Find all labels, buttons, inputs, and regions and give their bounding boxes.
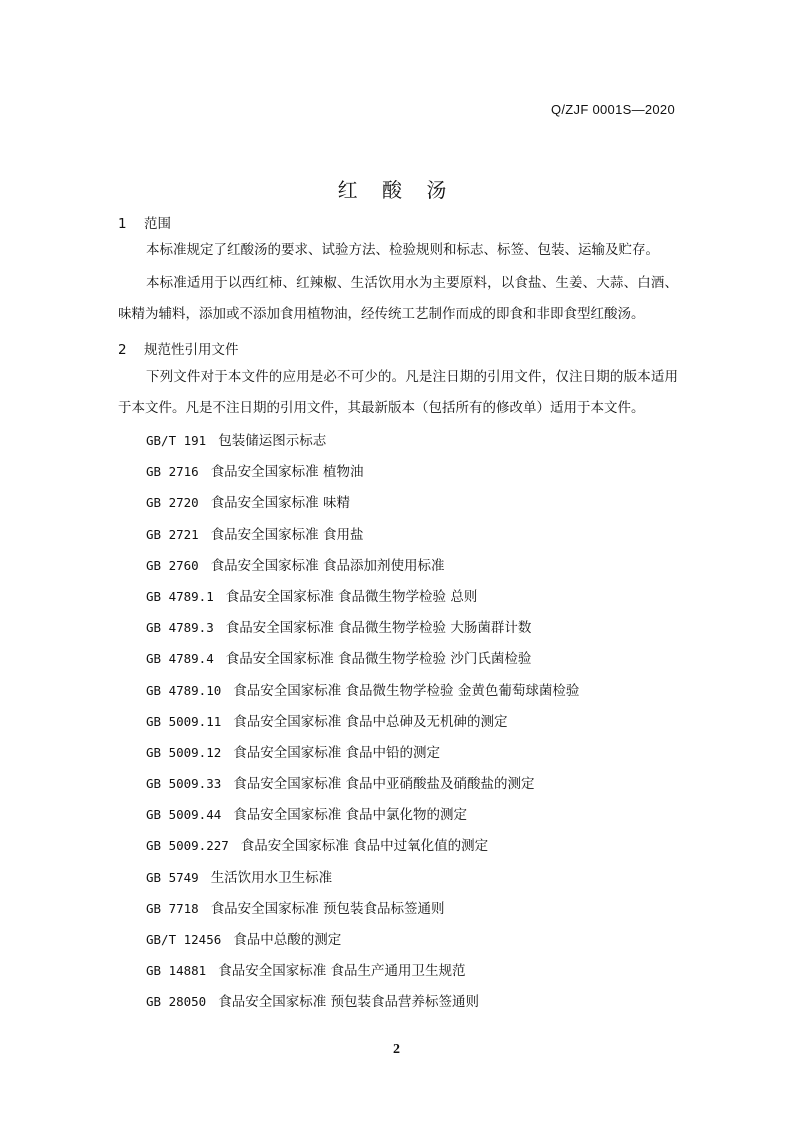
reference-code: GB 14881 xyxy=(146,963,207,979)
reference-code: GB 4789.3 xyxy=(146,620,214,636)
section-1-heading xyxy=(118,212,171,232)
reference-item xyxy=(146,830,579,861)
reference-item xyxy=(146,706,579,737)
document-title: 红 酸 汤 xyxy=(337,178,456,202)
reference-title: 生活饮用水卫生标准 xyxy=(210,869,333,886)
reference-title: 食品安全国家标准 食品微生物学检验 沙门氏菌检验 xyxy=(225,651,532,668)
reference-item xyxy=(146,737,579,768)
reference-code: GB 2716 xyxy=(146,464,199,480)
reference-item xyxy=(146,581,579,612)
reference-code: GB 5009.11 xyxy=(146,713,222,729)
reference-title: 食品安全国家标准 食品中过氧化值的测定 xyxy=(240,838,489,855)
reference-code: GB/T 191 xyxy=(146,433,207,448)
reference-title: 食品安全国家标准 食品微生物学检验 大肠菌群计数 xyxy=(225,620,532,637)
section-2-heading xyxy=(118,338,239,358)
section-1-paragraph-2: 本标准适用于以西红柿、红辣椒、生活饮用水为主要原料，以食盐、生姜、大蒜、白酒、味精为辅料，添加或不添加食用植物油，经传统工艺制作而成的即食和非即食型红酸汤。 xyxy=(118,275,678,322)
section-number: 2 xyxy=(118,342,127,358)
reference-title: 食品安全国家标准 食品添加剂使用标准 xyxy=(210,557,445,574)
reference-item xyxy=(146,487,579,518)
section-2-paragraph-1: 下列文件对于本文件的应用是必不可少的。凡是注日期的引用文件，仅注日期的版本适用于本文件。凡是不注日期的引用文件，其最新版本（包括所有的修改单）适用于本文件。 xyxy=(118,369,678,416)
reference-title: 食品安全国家标准 食品中总砷及无机砷的测定 xyxy=(233,713,508,730)
reference-code: GB 5009.33 xyxy=(146,776,222,792)
reference-item xyxy=(146,862,579,893)
reference-code: GB 4789.10 xyxy=(146,682,222,698)
reference-title: 食品安全国家标准 植物油 xyxy=(210,464,364,481)
reference-code: GB 4789.1 xyxy=(146,588,214,604)
reference-code: GB 5749 xyxy=(146,869,199,885)
reference-item xyxy=(146,643,579,674)
reference-item xyxy=(146,456,579,487)
reference-title: 食品安全国家标准 食用盐 xyxy=(210,526,364,543)
reference-item xyxy=(146,893,579,924)
reference-title: 食品安全国家标准 预包装食品营养标签通则 xyxy=(218,994,480,1011)
reference-code: GB 7718 xyxy=(146,900,199,916)
reference-title: 食品安全国家标准 预包装食品标签通则 xyxy=(210,900,445,917)
reference-item xyxy=(146,768,579,799)
reference-title: 食品安全国家标准 食品中氯化物的测定 xyxy=(233,807,468,824)
section-number: 1 xyxy=(118,216,127,232)
reference-item xyxy=(146,799,579,830)
reference-title: 食品安全国家标准 食品生产通用卫生规范 xyxy=(218,963,466,980)
normative-references-list xyxy=(146,425,579,1018)
reference-code: GB 5009.12 xyxy=(146,744,222,760)
page-number: 2 xyxy=(393,1042,400,1057)
reference-item xyxy=(146,519,579,550)
standard-code: Q/ZJF 0001S—2020 xyxy=(550,102,675,117)
reference-title: 食品安全国家标准 食品中铅的测定 xyxy=(233,744,441,761)
reference-item xyxy=(146,612,579,643)
reference-item xyxy=(146,675,579,706)
reference-item xyxy=(146,924,579,955)
reference-code: GB 4789.4 xyxy=(146,651,214,667)
section-title: 规范性引用文件 xyxy=(144,342,239,358)
reference-item xyxy=(146,986,579,1017)
section-1-paragraph-1: 本标准规定了红酸汤的要求、试验方法、检验规则和标志、标签、包装、运输及贮存。 xyxy=(146,242,659,258)
reference-title: 食品安全国家标准 味精 xyxy=(210,495,350,512)
reference-item xyxy=(146,550,579,581)
reference-code: GB 2721 xyxy=(146,526,199,542)
reference-code: GB 2720 xyxy=(146,495,199,511)
reference-title: 包装储运图示标志 xyxy=(218,433,327,449)
reference-code: GB 5009.44 xyxy=(146,807,222,823)
section-title: 范围 xyxy=(144,216,171,232)
reference-code: GB/T 12456 xyxy=(146,932,222,947)
reference-code: GB 28050 xyxy=(146,994,207,1010)
reference-title: 食品中总酸的测定 xyxy=(233,932,342,948)
reference-title: 食品安全国家标准 食品微生物学检验 金黄色葡萄球菌检验 xyxy=(233,682,580,699)
reference-title: 食品安全国家标准 食品中亚硝酸盐及硝酸盐的测定 xyxy=(233,776,535,793)
reference-item xyxy=(146,425,579,456)
reference-code: GB 5009.227 xyxy=(146,838,229,854)
reference-code: GB 2760 xyxy=(146,557,199,573)
reference-item xyxy=(146,955,579,986)
reference-title: 食品安全国家标准 食品微生物学检验 总则 xyxy=(225,588,478,605)
